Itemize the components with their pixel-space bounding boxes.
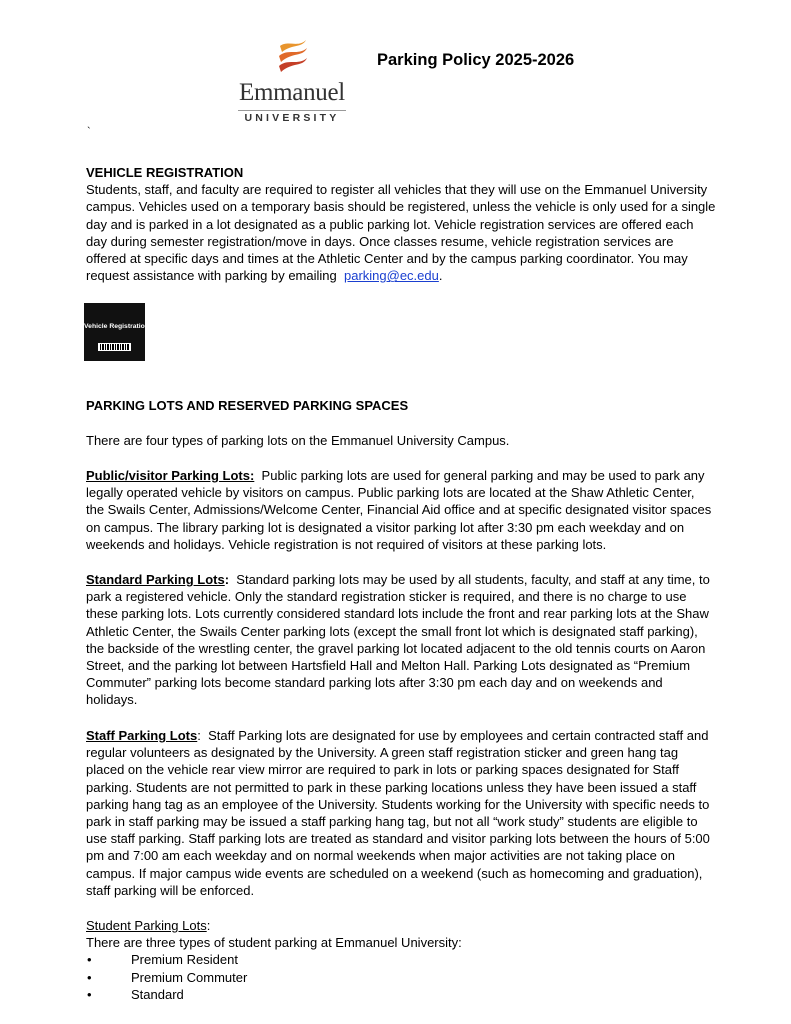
sticker-label: Vehicle Registration <box>84 323 149 330</box>
logo-divider <box>238 110 346 111</box>
standard-lots-paragraph <box>86 571 716 709</box>
bullet-icon: • <box>87 969 92 985</box>
page-title: Parking Policy 2025-2026 <box>377 51 575 69</box>
staff-lots-label: Staff Parking Lots <box>86 728 198 743</box>
list-item-label: Standard <box>131 986 184 1002</box>
section-heading: PARKING LOTS AND RESERVED PARKING SPACES <box>86 398 409 413</box>
logo-subtitle: UNIVERSITY <box>244 112 340 124</box>
vehicle-registration-section <box>86 164 716 284</box>
parking-lots-intro: There are four types of parking lots on the Emmanuel University Campus. <box>86 433 510 448</box>
standard-lots-label: Standard Parking Lots <box>86 572 225 587</box>
student-lots-label: Student Parking Lots <box>86 918 207 933</box>
university-logo <box>232 38 352 126</box>
logo-name: Emmanuel <box>239 79 345 106</box>
section-body <box>86 181 716 284</box>
student-lots-paragraph <box>86 917 716 1003</box>
barcode-icon <box>98 343 131 351</box>
body-end: . <box>438 268 443 284</box>
tick-mark: ` <box>87 126 91 138</box>
student-lots-colon: : <box>206 918 211 933</box>
list-item <box>86 986 716 1003</box>
public-lots-paragraph <box>86 467 716 553</box>
list-item <box>86 951 716 968</box>
list-item-label: Premium Commuter <box>131 969 248 985</box>
standard-lots-body: Standard parking lots may be used by all students, faculty, and staff at any time, to park a registered vehicle. Only the standard registration sticker is required, and there is no charge to use these parking lots. Lots currently considered standard lots include the front and rear parking lots at the Shaw Athletic Center, the Swails Center parking lots (except the small front lot which is designated staff parking), the backside of the wrestling center, the gravel parking lot located adjacent to the old tennis courts on Aaron Street, and the parking lot between Hartsfield Hall and Melton Hall. Parking Lots designated as “Premium Commuter” parking lots become standard parking lots after 3:30 pm each day and on weekends and holidays. <box>86 572 710 708</box>
bullet-icon: • <box>87 952 92 968</box>
section-heading: VEHICLE REGISTRATION <box>86 165 244 180</box>
email-link[interactable]: parking@ec.edu <box>343 268 439 284</box>
standard-lots-colon: : <box>224 572 230 587</box>
vehicle-registration-sticker <box>84 303 149 361</box>
staff-lots-body: Staff Parking lots are designated for use by employees and certain contracted staff and regular volunteers as designated by the University. A green staff registration sticker and green hang tag placed on the vehicle rear view mirror are required to park in lots or parking spaces designated for Staff parking. Students are not permitted to park in these parking locations unless they have been issued a staff parking hang tag as an employee of the University. Students working for the University with specific needs to park in staff parking may be issued a staff parking hang tag, but not all “work study” students are eligible to use staff parking. Staff parking lots are treated as standard and visitor parking lots between the hours of 5:00 pm and 7:00 am each weekday and on normal weekends when major activities are not taking place on campus. If major campus wide events are scheduled on a weekend (such as homecoming and graduation), staff parking will be enforced. <box>86 728 710 898</box>
staff-lots-colon: : <box>197 728 201 743</box>
list-item <box>86 969 716 986</box>
staff-lots-paragraph <box>86 727 716 899</box>
public-lots-label: Public/visitor Parking Lots: <box>86 468 255 483</box>
list-item-label: Premium Resident <box>131 952 238 968</box>
student-lot-types-list <box>86 951 716 1003</box>
flame-logo-icon <box>276 38 308 76</box>
parking-lots-heading-block <box>86 397 716 414</box>
bullet-icon: • <box>87 986 92 1002</box>
parking-lots-intro-block <box>86 432 716 449</box>
public-lots-body: Public parking lots are used for general parking and may be used to park any legally operated vehicle by visitors on campus. Public parking lots are located at the Shaw Athletic Center, the Swails Center, Admissions/Welcome Center, Financial Aid office and at specific designated visitor spaces on campus. The library parking lot is designated a visitor parking lot after 3:30 pm each weekday and on weekends and holidays. Vehicle registration is not required of visitors at these parking lots. <box>86 468 712 552</box>
student-lots-intro: There are three types of student parking at Emmanuel University: <box>86 935 462 951</box>
body-text: Students, staff, and faculty are required to register all vehicles that they will use on the Emmanuel University campus. Vehicles used on a temporary basis should be registered, unless the vehicle is only used for a single day and is parked in a lot designated as a public parking lot. Vehicle registration services are offered each day during semester registration/move in days. Once classes resume, vehicle registration services are offered at specific days and times at the Athletic Center and by the campus parking coordinator. You may request assistance with parking by emailing <box>86 182 716 284</box>
